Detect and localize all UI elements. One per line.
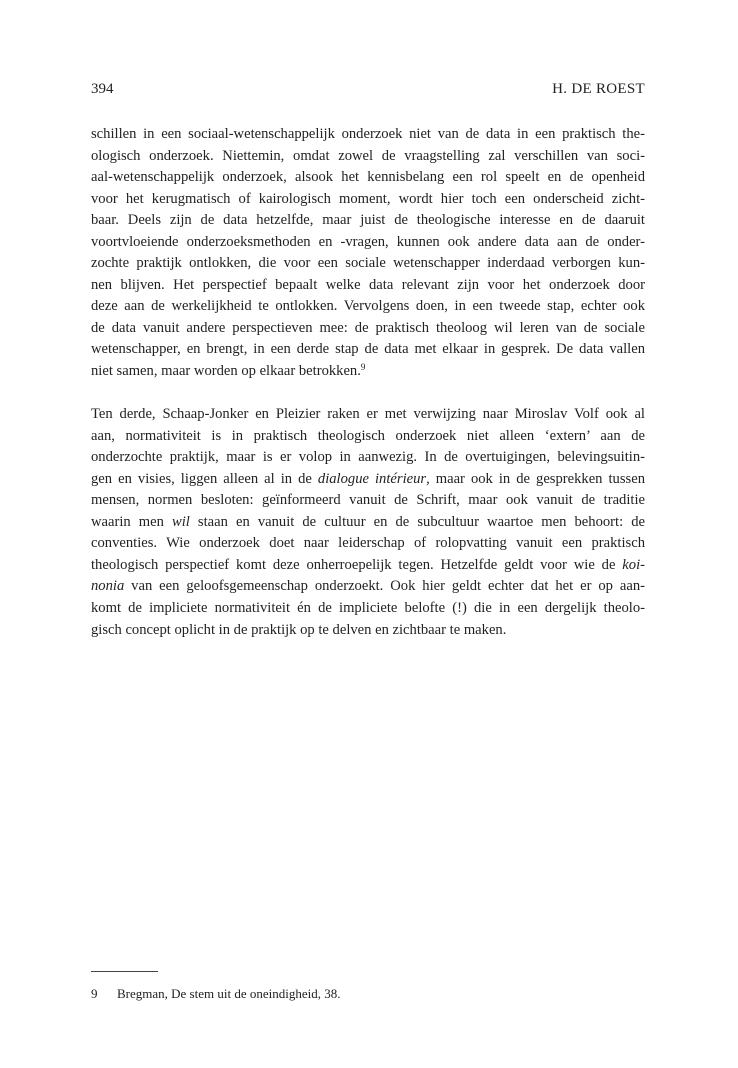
paragraph-spacer [91, 383, 645, 405]
running-header [91, 79, 645, 99]
text-line [91, 361, 645, 383]
text-line: baar. Deels zijn de data hetzelfde, maar juist de theologische interesse en de daaruit [91, 212, 645, 229]
text-line [91, 555, 645, 577]
paragraph-1 [91, 124, 645, 383]
footnote-reference[interactable]: 9 [360, 362, 366, 373]
text-segment: theologisch perspectief komt deze onherroepelijk tegen. Hetzelfde geldt voor wie de [91, 556, 623, 573]
text-line [91, 469, 645, 491]
paragraph-2 [91, 404, 645, 641]
text-line: mensen, normen besloten: geïnformeerd vanuit de Schrift, maar ook vanuit de traditie [91, 492, 645, 509]
text-segment: niet samen, maar worden op elkaar betrokken. [91, 363, 361, 380]
italic-term: wil [172, 513, 190, 530]
text-line [91, 512, 645, 534]
text-line: ologisch onderzoek. Niettemin, omdat zowel de vraagstelling zal verschillen van soci- [91, 147, 645, 164]
text-line: gisch concept oplicht in de praktijk op te delven en zichtbaar te maken. [91, 621, 507, 638]
text-line [91, 576, 645, 598]
text-line: de data vanuit andere perspectieven mee: de praktisch theoloog wil leren van de sociale [91, 319, 645, 336]
text-line: deze aan de werkelijkheid te ontlokken. Vervolgens doen, in een tweede stap, echter ook [91, 298, 645, 315]
text-segment: staan en vanuit de cultuur en de subcultuur waartoe men behoort: de [189, 513, 645, 530]
running-head-author: H. DE ROEST [552, 81, 645, 97]
text-line: conventies. Wie onderzoek doet naar leiderschap of rolopvatting vanuit een praktisch [91, 535, 645, 552]
text-segment: , maar ook in de gesprekken tussen [426, 470, 645, 487]
footnote-text: Bregman, De stem uit de oneindigheid, 38. [117, 986, 341, 1001]
body-text [91, 124, 645, 641]
text-line: aan, normativiteit is in praktisch theologisch onderzoek niet alleen ‘extern’ aan de [91, 427, 645, 444]
footnote-number: 9 [91, 986, 98, 1001]
text-line: zochte praktijk ontlokken, die voor een sociale wetenschapper inderdaad verborgen kun- [91, 255, 645, 272]
text-line: voortvloeiende onderzoeksmethoden en -vragen, kunnen ook andere data aan de onder- [91, 233, 645, 250]
text-line: onderzochte praktijk, maar is er volop in aanwezig. In de overtuigingen, belevingsuitin- [91, 449, 645, 466]
italic-term: dialogue intérieur [317, 470, 427, 487]
text-segment: waarin men [91, 513, 172, 530]
text-line: schillen in een sociaal-wetenschappelijk onderzoek niet van de data in een praktisch the- [91, 126, 645, 142]
text-line: nen blijven. Het perspectief bepaalt welke data relevant zijn voor het onderzoek door [91, 276, 645, 293]
italic-term: nonia [91, 578, 125, 595]
text-segment: van een geloofsgemeenschap onderzoekt. Ook hier geldt echter dat het er op aan- [124, 578, 645, 595]
page-number: 394 [91, 81, 114, 97]
text-line: Ten derde, Schaap-Jonker en Pleizier raken er met verwijzing naar Miroslav Volf ook al [91, 406, 645, 423]
text-line: voor het kerugmatisch of kairologisch moment, wordt hier toch een onderscheid zicht- [91, 190, 645, 207]
footnote-separator [91, 971, 158, 972]
text-segment: gen en visies, liggen alleen al in de [91, 470, 318, 487]
text-line: wetenschapper, en brengt, in een derde stap de data met elkaar in gesprek. De data vallen [91, 341, 645, 358]
footnote [91, 985, 645, 1003]
text-line: aal-wetenschappelijk onderzoek, alsook het kennisbelang een rol speelt en de openheid [91, 169, 645, 186]
italic-term: koi- [622, 556, 645, 573]
text-line: komt de impliciete normativiteit én de impliciete belofte (!) die in een dergelijk theolo- [91, 600, 645, 617]
